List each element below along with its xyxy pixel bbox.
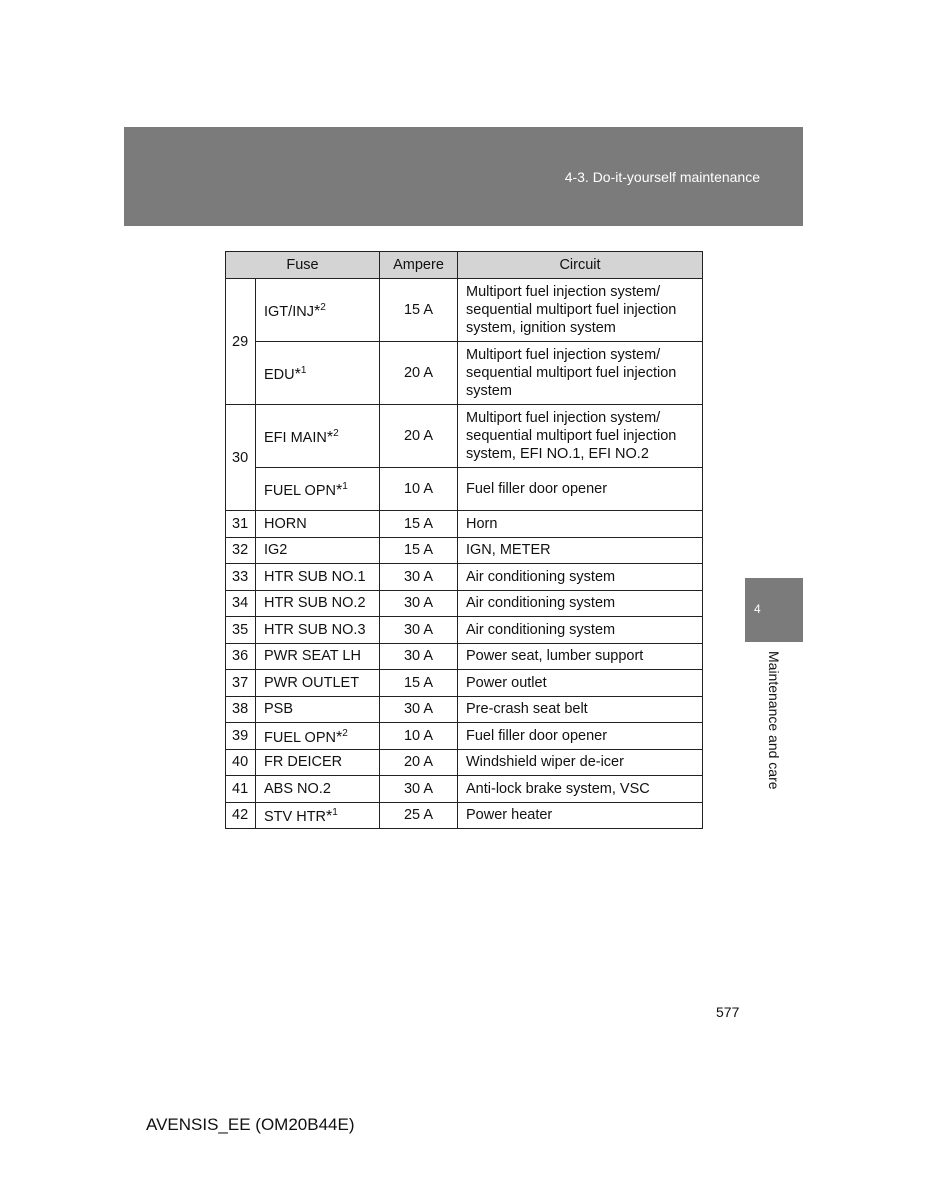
fuse-number: 31	[226, 511, 256, 538]
circuit-line: system	[466, 383, 512, 399]
circuit-cell: Pre-crash seat belt	[458, 696, 703, 723]
circuit-cell: Air conditioning system	[458, 564, 703, 591]
column-header-fuse: Fuse	[226, 252, 380, 279]
fuse-table	[225, 251, 703, 829]
circuit-line: Fuel filler door opener	[466, 481, 608, 497]
footnote-mark: *	[335, 482, 343, 499]
circuit-cell: Horn	[458, 511, 703, 538]
table-row	[226, 802, 703, 829]
fuse-name-text: EFI MAIN	[264, 430, 327, 446]
ampere-cell: 20 A	[380, 405, 458, 468]
circuit-cell	[458, 342, 703, 405]
header-band	[124, 127, 803, 226]
fuse-name-text: ABS NO.2	[264, 780, 331, 797]
circuit-cell: Air conditioning system	[458, 590, 703, 617]
table-row	[226, 511, 703, 538]
circuit-line: Multiport fuel injection system/	[466, 347, 661, 363]
circuit-cell: Windshield wiper de-icer	[458, 749, 703, 776]
circuit-cell: Anti-lock brake system, VSC	[458, 776, 703, 803]
ampere-cell: 15 A	[380, 537, 458, 564]
fuse-name	[256, 405, 380, 468]
table-row	[226, 590, 703, 617]
table-row	[226, 776, 703, 803]
table-row	[226, 405, 703, 468]
circuit-cell: Power outlet	[458, 670, 703, 697]
fuse-name	[256, 643, 380, 670]
footnote-mark: *	[294, 366, 301, 383]
ampere-cell: 30 A	[380, 590, 458, 617]
table-header-row	[226, 252, 703, 279]
ampere-cell: 20 A	[380, 749, 458, 776]
table-row	[226, 342, 703, 405]
chapter-tab[interactable]	[745, 578, 803, 642]
column-header-ampere: Ampere	[380, 252, 458, 279]
fuse-name-text: HORN	[264, 515, 307, 532]
circuit-line: Multiport fuel injection system/	[466, 410, 661, 426]
circuit-cell: Power seat, lumber support	[458, 643, 703, 670]
fuse-name	[256, 279, 380, 342]
fuse-number: 41	[226, 776, 256, 803]
fuse-number: 40	[226, 749, 256, 776]
fuse-name-text: PWR OUTLET	[264, 674, 360, 691]
circuit-cell	[458, 405, 703, 468]
document-footer: AVENSIS_EE (OM20B44E)	[146, 1115, 355, 1134]
fuse-name	[256, 342, 380, 405]
fuse-name-text: FUEL OPN	[264, 729, 336, 746]
table-row	[226, 617, 703, 644]
circuit-line: system, ignition system	[466, 320, 616, 336]
table-row	[226, 537, 703, 564]
fuse-name-text: IG2	[264, 542, 288, 559]
fuse-name	[256, 696, 380, 723]
table-row	[226, 696, 703, 723]
fuse-name	[256, 749, 380, 776]
column-header-circuit: Circuit	[458, 252, 703, 279]
table-row	[226, 723, 703, 750]
fuse-number: 33	[226, 564, 256, 591]
footnote-number: 2	[333, 428, 339, 439]
fuse-name-text: FUEL OPN	[264, 483, 336, 499]
fuse-name-text: HTR SUB NO.1	[264, 568, 366, 585]
fuse-name-text: PSB	[264, 701, 294, 718]
fuse-number: 36	[226, 643, 256, 670]
circuit-cell: Air conditioning system	[458, 617, 703, 644]
table-row	[226, 749, 703, 776]
footnote-mark: *	[326, 429, 334, 446]
chapter-label: Maintenance and care	[766, 651, 782, 790]
ampere-cell: 30 A	[380, 617, 458, 644]
fuse-number: 34	[226, 590, 256, 617]
section-title: 4-3. Do-it-yourself maintenance	[564, 169, 760, 185]
fuse-name-text: IGT/INJ	[264, 304, 314, 320]
circuit-cell: IGN, METER	[458, 537, 703, 564]
circuit-line: sequential multiport fuel injection	[466, 302, 677, 318]
ampere-cell: 15 A	[380, 279, 458, 342]
footnote-mark: *	[313, 303, 321, 320]
table-row	[226, 670, 703, 697]
ampere-cell: 20 A	[380, 342, 458, 405]
table-row	[226, 564, 703, 591]
fuse-number: 35	[226, 617, 256, 644]
fuse-name	[256, 776, 380, 803]
fuse-name	[256, 537, 380, 564]
ampere-cell: 30 A	[380, 564, 458, 591]
fuse-number: 39	[226, 723, 256, 750]
fuse-name	[256, 590, 380, 617]
circuit-cell	[458, 279, 703, 342]
fuse-name-text: HTR SUB NO.2	[264, 595, 366, 612]
ampere-cell: 30 A	[380, 776, 458, 803]
footnote-number: 2	[320, 302, 326, 313]
fuse-number: 30	[226, 405, 256, 511]
footnote-number: 1	[300, 365, 307, 376]
ampere-cell: 10 A	[380, 468, 458, 511]
fuse-name	[256, 511, 380, 538]
footnote-number: 1	[342, 481, 348, 492]
fuse-name-text: FR DEICER	[264, 754, 343, 771]
fuse-name	[256, 468, 380, 511]
ampere-cell: 15 A	[380, 511, 458, 538]
ampere-cell: 30 A	[380, 643, 458, 670]
table-row	[226, 279, 703, 342]
ampere-cell: 30 A	[380, 696, 458, 723]
fuse-name-text: HTR SUB NO.3	[264, 621, 366, 638]
fuse-name-text: PWR SEAT LH	[264, 648, 361, 665]
circuit-line: sequential multiport fuel injection	[466, 365, 677, 381]
circuit-line: Multiport fuel injection system/	[466, 284, 661, 300]
footnote-number: 1	[332, 807, 338, 819]
chapter-number: 4	[754, 602, 761, 616]
fuse-name	[256, 723, 380, 750]
ampere-cell: 25 A	[380, 802, 458, 829]
table-row	[226, 643, 703, 670]
footnote-number: 2	[342, 727, 348, 739]
fuse-number: 42	[226, 802, 256, 829]
circuit-cell: Fuel filler door opener	[458, 723, 703, 750]
ampere-cell: 15 A	[380, 670, 458, 697]
fuse-number: 29	[226, 279, 256, 405]
fuse-name	[256, 802, 380, 829]
fuse-name	[256, 564, 380, 591]
footnote-mark: *	[326, 808, 333, 826]
footnote-mark: *	[335, 728, 343, 746]
fuse-name-text: EDU	[264, 367, 295, 383]
circuit-cell	[458, 468, 703, 511]
circuit-line: system, EFI NO.1, EFI NO.2	[466, 446, 649, 462]
page-number: 577	[716, 1004, 740, 1020]
fuse-name	[256, 670, 380, 697]
ampere-cell: 10 A	[380, 723, 458, 750]
circuit-line: sequential multiport fuel injection	[466, 428, 677, 444]
fuse-name-text: STV HTR	[264, 809, 327, 826]
fuse-number: 37	[226, 670, 256, 697]
fuse-number: 38	[226, 696, 256, 723]
table-row	[226, 468, 703, 511]
fuse-name	[256, 617, 380, 644]
fuse-number: 32	[226, 537, 256, 564]
circuit-cell: Power heater	[458, 802, 703, 829]
